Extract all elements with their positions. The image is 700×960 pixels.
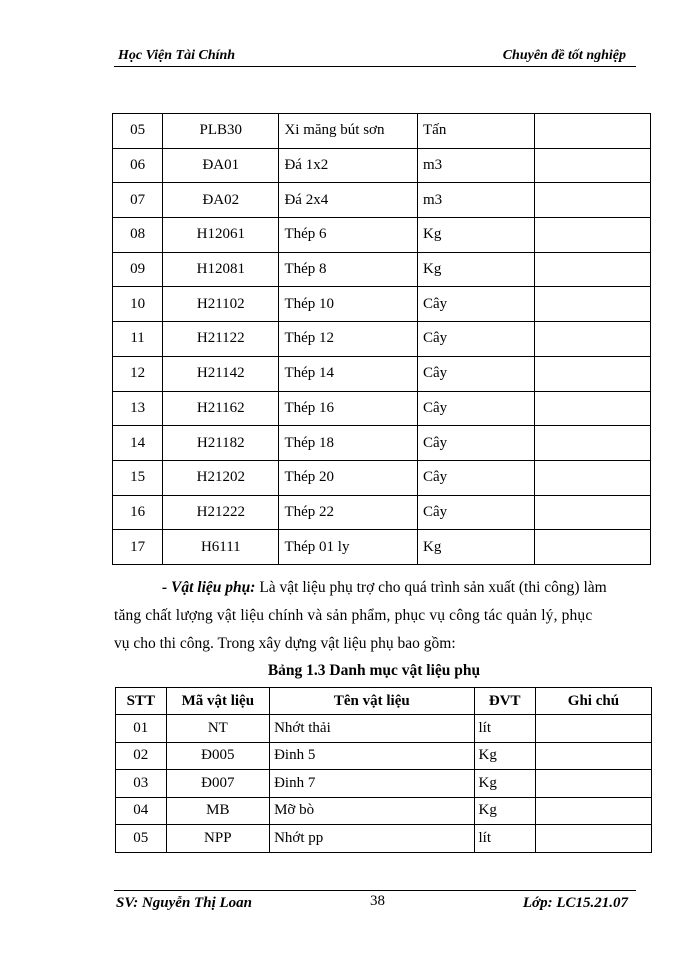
- cell-stt: 13: [113, 391, 163, 426]
- table-row: [113, 218, 651, 253]
- cell-unit: m3: [418, 148, 535, 183]
- cell-name: Mỡ bò: [270, 797, 474, 825]
- cell-name: Xi măng bút sơn: [279, 114, 418, 149]
- table-row: [113, 530, 651, 565]
- table-caption: Bảng 1.3 Danh mục vật liệu phụ: [267, 662, 481, 679]
- cell-code: NT: [166, 715, 270, 743]
- header-unit: ĐVT: [474, 688, 535, 715]
- cell-note: [534, 426, 650, 461]
- cell-name: Đinh 5: [270, 742, 474, 770]
- table-row: [113, 148, 651, 183]
- cell-unit: Kg: [474, 770, 535, 798]
- cell-code: NPP: [166, 825, 270, 853]
- cell-stt: 01: [116, 715, 167, 743]
- cell-note: [534, 114, 650, 149]
- cell-name: Nhớt thải: [270, 715, 474, 743]
- paragraph-line-2: tăng chất lượng vật liệu chính và sản phẩm, phục vụ công tác quản lý, phục: [114, 607, 593, 624]
- cell-note: [534, 495, 650, 530]
- cell-name: Đá 1x2: [279, 148, 418, 183]
- cell-stt: 16: [113, 495, 163, 530]
- cell-stt: 02: [116, 742, 167, 770]
- cell-code: Đ005: [166, 742, 270, 770]
- cell-stt: 17: [113, 530, 163, 565]
- cell-code: H21202: [163, 460, 279, 495]
- cell-note: [535, 770, 651, 798]
- cell-code: H21162: [163, 391, 279, 426]
- cell-code: H12061: [163, 218, 279, 253]
- cell-unit: Cây: [418, 460, 535, 495]
- header-code: Mã vật liệu: [166, 688, 270, 715]
- cell-note: [534, 148, 650, 183]
- cell-stt: 03: [116, 770, 167, 798]
- table-row: [113, 460, 651, 495]
- cell-code: H21122: [163, 322, 279, 357]
- cell-code: Đ007: [166, 770, 270, 798]
- cell-name: Thép 10: [279, 287, 418, 322]
- cell-note: [534, 391, 650, 426]
- cell-code: H21142: [163, 356, 279, 391]
- table-row: [116, 770, 652, 798]
- table-header-row: [116, 688, 652, 715]
- cell-name: Thép 18: [279, 426, 418, 461]
- cell-name: Thép 14: [279, 356, 418, 391]
- header-stt: STT: [116, 688, 167, 715]
- table-row: [116, 742, 652, 770]
- cell-name: Thép 20: [279, 460, 418, 495]
- table-row: [113, 391, 651, 426]
- page-header: [114, 46, 636, 67]
- cell-stt: 15: [113, 460, 163, 495]
- paragraph-line-1: [114, 574, 634, 602]
- table-row: [113, 356, 651, 391]
- header-document-type: Chuyên đề tốt nghiệp: [502, 48, 626, 63]
- page-footer: [114, 890, 636, 913]
- cell-stt: 12: [113, 356, 163, 391]
- cell-note: [534, 460, 650, 495]
- cell-name: Thép 16: [279, 391, 418, 426]
- cell-unit: Kg: [474, 742, 535, 770]
- cell-code: PLB30: [163, 114, 279, 149]
- cell-name: Thép 12: [279, 322, 418, 357]
- cell-stt: 07: [113, 183, 163, 218]
- cell-stt: 06: [113, 148, 163, 183]
- cell-unit: Tấn: [418, 114, 535, 149]
- cell-unit: Kg: [474, 797, 535, 825]
- paragraph-lead: - Vật liệu phụ:: [162, 579, 256, 596]
- page-number: 38: [370, 893, 385, 909]
- cell-code: H12081: [163, 252, 279, 287]
- cell-note: [534, 530, 650, 565]
- header-name: Tên vật liệu: [270, 688, 474, 715]
- cell-name: Thép 8: [279, 252, 418, 287]
- cell-unit: Kg: [418, 530, 535, 565]
- table-row: [116, 797, 652, 825]
- cell-code: H6111: [163, 530, 279, 565]
- table-row: [113, 183, 651, 218]
- cell-note: [534, 183, 650, 218]
- cell-code: ĐA02: [163, 183, 279, 218]
- cell-note: [535, 742, 651, 770]
- cell-unit: Cây: [418, 426, 535, 461]
- cell-unit: lít: [474, 825, 535, 853]
- cell-code: H21102: [163, 287, 279, 322]
- cell-code: H21182: [163, 426, 279, 461]
- cell-name: Thép 6: [279, 218, 418, 253]
- header-institution: Học Viện Tài Chính: [118, 48, 236, 63]
- cell-stt: 14: [113, 426, 163, 461]
- cell-stt: 04: [116, 797, 167, 825]
- cell-name: Đinh 7: [270, 770, 474, 798]
- footer-student: SV: Nguyễn Thị Loan: [116, 895, 252, 911]
- cell-unit: Kg: [418, 218, 535, 253]
- cell-note: [534, 322, 650, 357]
- cell-unit: lít: [474, 715, 535, 743]
- cell-note: [534, 356, 650, 391]
- cell-note: [534, 218, 650, 253]
- table-row: [113, 114, 651, 149]
- paragraph-text-1: Là vật liệu phụ trợ cho quá trình sản xuất (thi công) làm: [255, 579, 607, 596]
- table-row: [113, 287, 651, 322]
- footer-class: Lớp: LC15.21.07: [522, 895, 628, 911]
- cell-code: MB: [166, 797, 270, 825]
- cell-note: [535, 715, 651, 743]
- cell-stt: 05: [116, 825, 167, 853]
- cell-name: Đá 2x4: [279, 183, 418, 218]
- cell-stt: 05: [113, 114, 163, 149]
- table-row: [113, 322, 651, 357]
- cell-unit: Cây: [418, 287, 535, 322]
- cell-name: Thép 22: [279, 495, 418, 530]
- cell-stt: 08: [113, 218, 163, 253]
- auxiliary-materials-table: [115, 687, 652, 853]
- cell-unit: Cây: [418, 495, 535, 530]
- cell-unit: Cây: [418, 391, 535, 426]
- cell-stt: 10: [113, 287, 163, 322]
- cell-stt: 11: [113, 322, 163, 357]
- table-row: [113, 252, 651, 287]
- table-row: [113, 495, 651, 530]
- header-note: Ghi chú: [535, 688, 651, 715]
- cell-unit: Cây: [418, 322, 535, 357]
- table-row: [116, 825, 652, 853]
- cell-unit: Cây: [418, 356, 535, 391]
- paragraph-line-3: vụ cho thi công. Trong xây dựng vật liệu phụ bao gồm:: [114, 635, 456, 652]
- cell-code: H21222: [163, 495, 279, 530]
- cell-note: [535, 797, 651, 825]
- cell-note: [535, 825, 651, 853]
- cell-name: Nhớt pp: [270, 825, 474, 853]
- cell-note: [534, 252, 650, 287]
- auxiliary-materials-paragraph: [114, 574, 634, 658]
- cell-note: [534, 287, 650, 322]
- cell-stt: 09: [113, 252, 163, 287]
- cell-unit: Kg: [418, 252, 535, 287]
- main-materials-table: [112, 113, 651, 565]
- cell-code: ĐA01: [163, 148, 279, 183]
- cell-name: Thép 01 ly: [279, 530, 418, 565]
- table-row: [113, 426, 651, 461]
- table-row: [116, 715, 652, 743]
- cell-unit: m3: [418, 183, 535, 218]
